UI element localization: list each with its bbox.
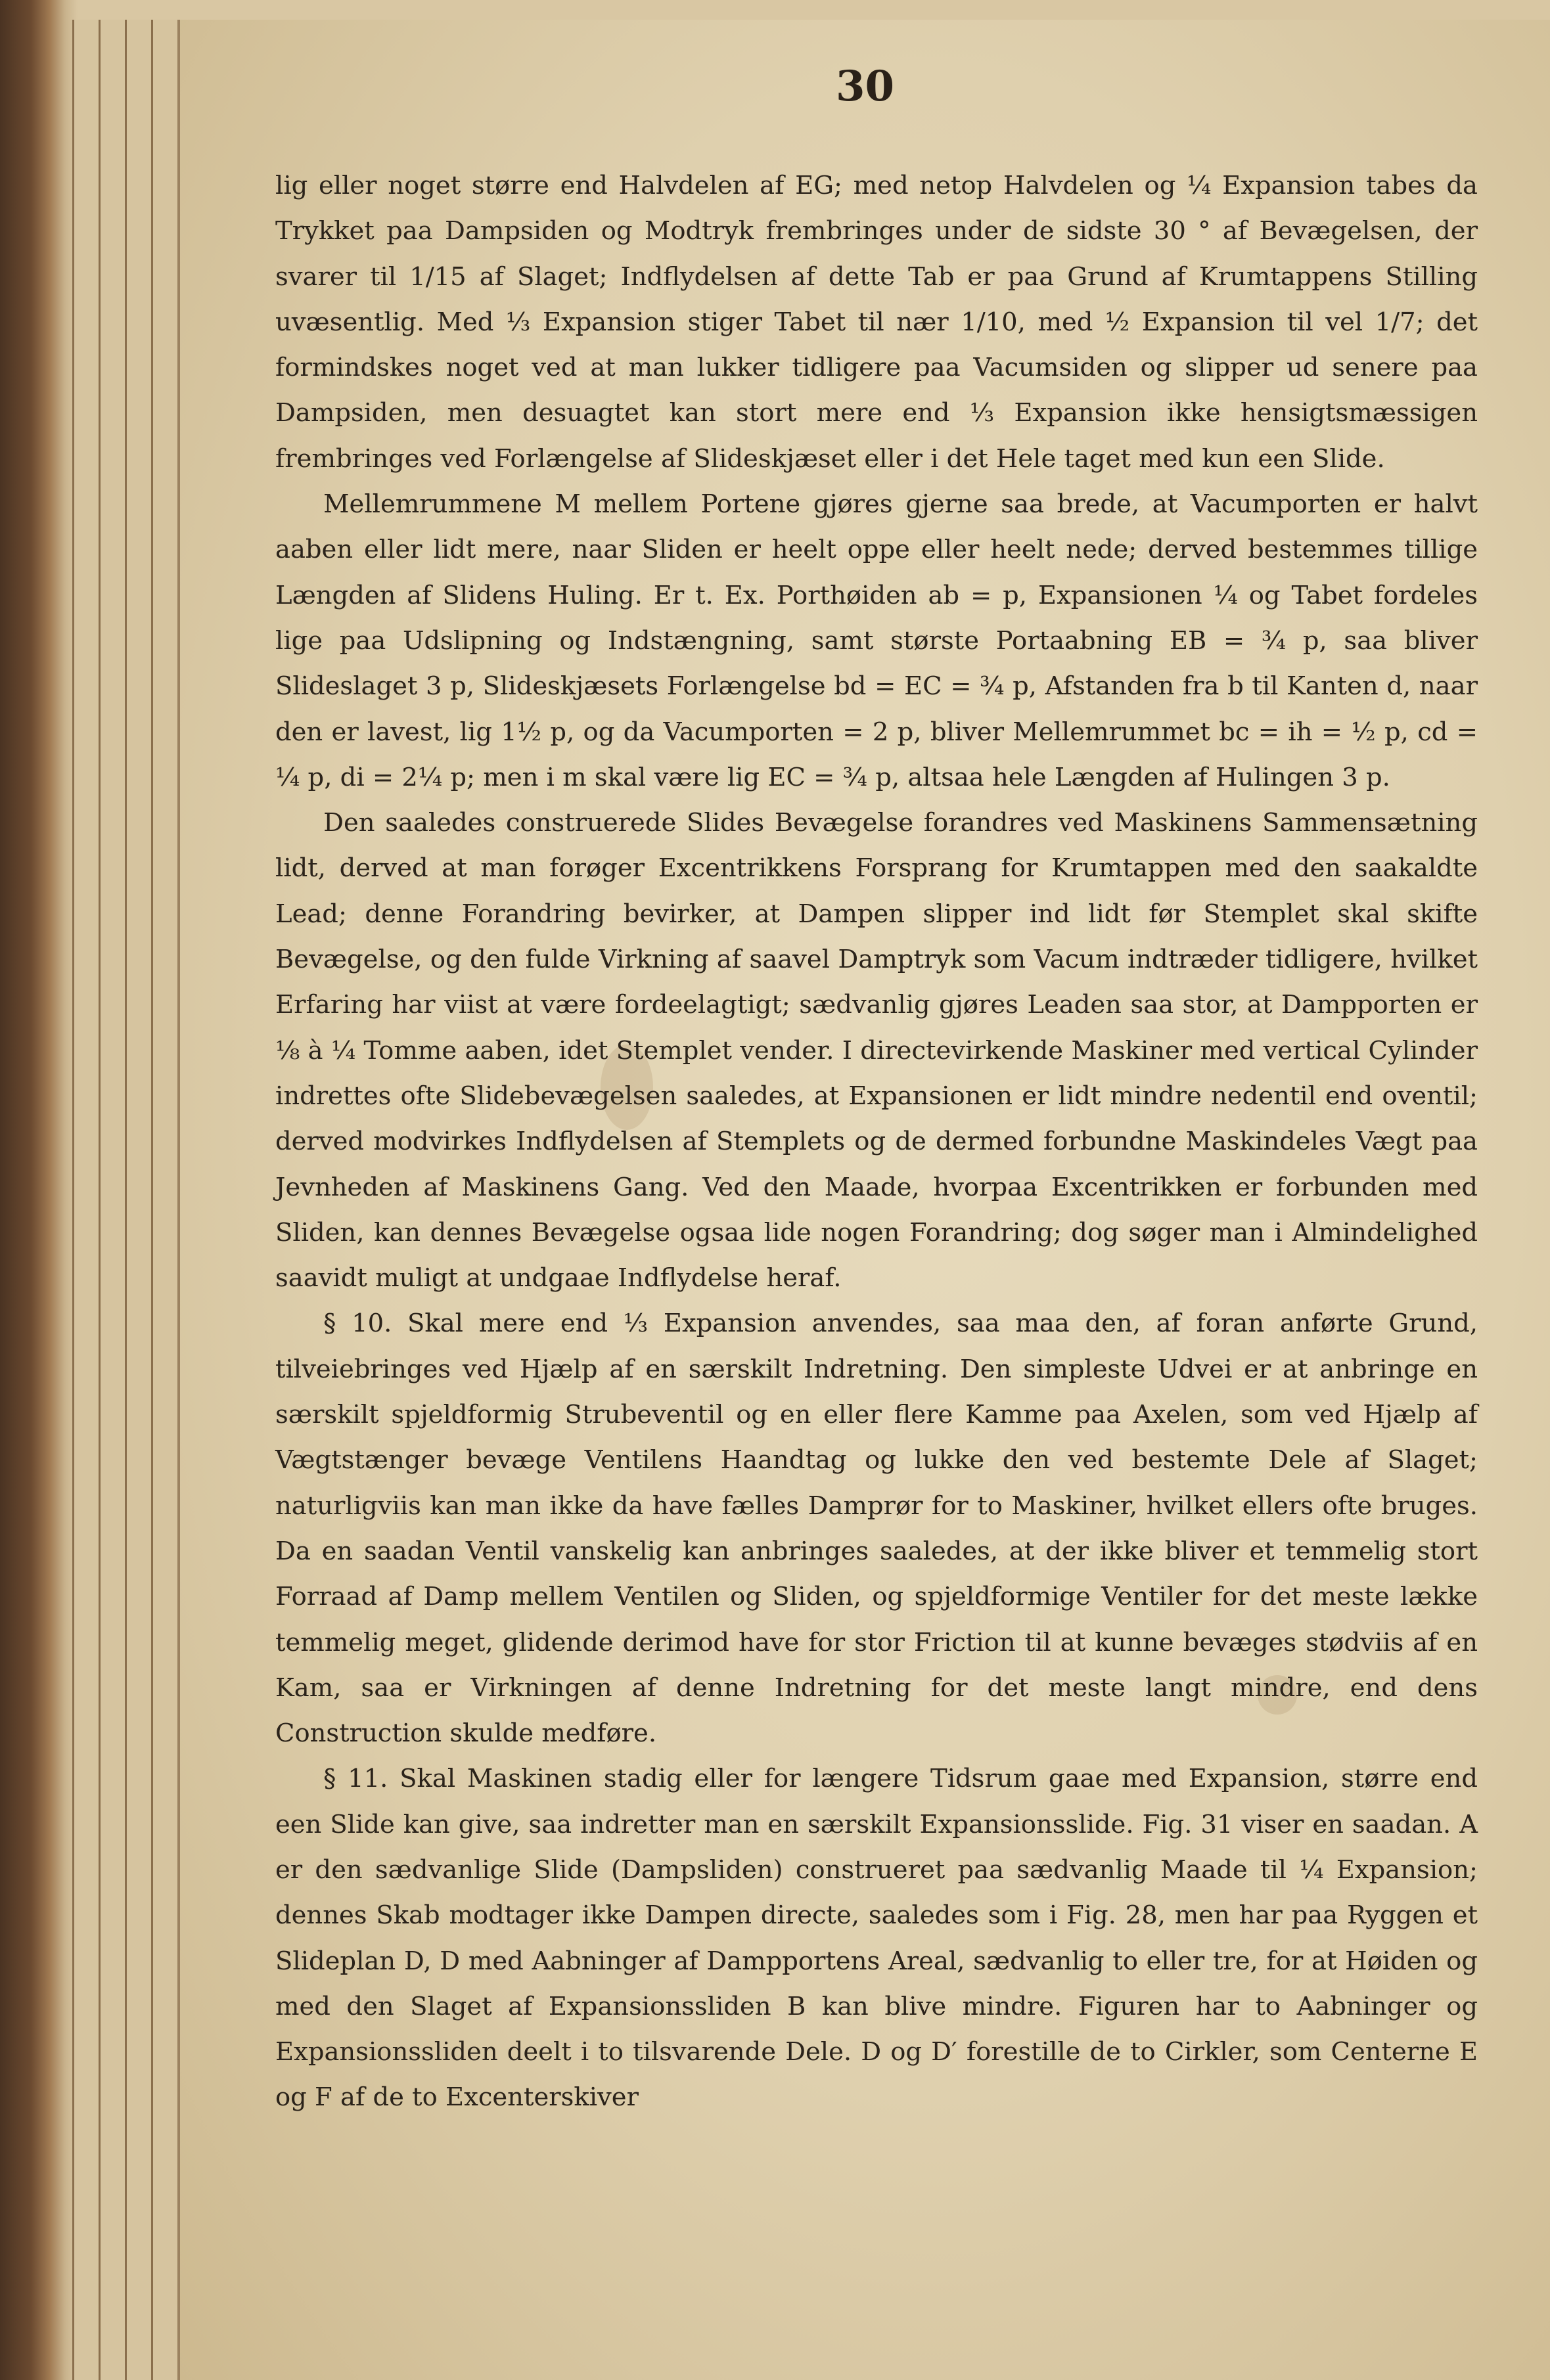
paragraph-section-10: § 10. Skal mere end ⅓ Expansion anvendes, saa maa den, af foran anførte Grund, tilveiebringes ved Hjælp af en særskilt Indretning. Den simpleste Udvei er at anbringe en særskilt spjeldformig Strubeventil og en eller flere Kamme paa Axelen, som ved Hjælp af Vægtstænger bevæge Ventilens Haandtag og lukke den ved bestemte Dele af Slaget; naturligviis kan man ikke da have fælles Damprør for to Maskiner, hvilket ellers ofte bruges. Da en saadan Ventil vanskelig kan anbringes saaledes, at der ikke bliver et temmelig stort Forraad af Damp mellem Ventilen og Sliden, og spjeldformige Ventiler for det meste lække temmelig meget, glidende derimod have for stor Friction til at kunne bevæges stødviis af en Kam, saa er Virkningen af denne Indretning for det meste langt mindre, end dens Construction skulde medføre. [275,1309,1478,1749]
body-text [275,163,1478,2121]
page-edge [125,20,153,2380]
page-edge [151,20,179,2380]
page-edge [72,20,101,2380]
page-sheet [177,20,1550,2380]
paragraph: Den saaledes construerede Slides Bevægelse forandres ved Maskinens Sammensætning lidt, derved at man forøger Excentrikkens Forsprang for Krumtappen med den saakaldte Lead; denne Forandring bevirker, at Dampen slipper ind lidt før Stemplet skal skifte Bevægelse, og den fulde Virkning af saavel Damptryk som Vacum indtræder tidligere, hvilket Erfaring har viist at være fordeelagtigt; sædvanlig gjøres Leaden saa stor, at Dampporten er ⅛ à ¼ Tomme aaben, idet Stemplet vender. I directevirkende Maskiner med vertical Cylinder indrettes ofte Slidebevægelsen saaledes, at Expansionen er lidt mindre nedentil end oventil; derved modvirkes Indflydelsen af Stemplets og de dermed forbundne Maskindeles Vægt paa Jevnheden af Maskinens Gang. Ved den Maade, hvorpaa Excentrikken er forbunden med Sliden, kan dennes Bevægelse ogsaa lide nogen Forandring; dog søger man i Almindelighed saavidt muligt at undgaae Indflydelse heraf. [275,808,1478,1293]
page-number: 30 [835,62,895,111]
paragraph: lig eller noget større end Halvdelen af EG; med netop Halvdelen og ¼ Expansion tabes da Trykket paa Dampsiden og Modtryk frembringes under de sidste 30 ° af Bevægelsen, der svarer til 1/15 af Slaget; Indflydelsen af dette Tab er paa Grund af Krumtappens Stilling uvæsentlig. Med ⅓ Expansion stiger Tabet til nær 1/10, med ½ Expansion til vel 1/7; det formindskes noget ved at man lukker tidligere paa Vacumsiden og slipper ud senere paa Dampsiden, men desuagtet kan stort mere end ⅓ Expansion ikke hensigtsmæssigen frembringes ved Forlængelse af Slideskjæset eller i det Hele taget med kun een Slide. [275,171,1478,474]
paragraph-section-11: § 11. Skal Maskinen stadig eller for længere Tidsrum gaae med Expansion, større end een Slide kan give, saa indretter man en særskilt Expansionsslide. Fig. 31 viser en saadan. A er den sædvanlige Slide (Dampsliden) construeret paa sædvanlig Maade til ¼ Expansion; dennes Skab modtager ikke Dampen directe, saaledes som i Fig. 28, men har paa Ryggen et Slideplan D, D med Aabninger af Dampportens Areal, sædvanlig to eller tre, for at Høiden og med den Slaget af Expansionssliden B kan blive mindre. Figuren har to Aabninger og Expansionssliden deelt i to tilsvarende Dele. D og D′ forestille de to Cirkler, som Centerne E og F af de to Excenterskiver [275,1764,1478,2113]
paragraph: Mellemrummene M mellem Portene gjøres gjerne saa brede, at Vacumporten er halvt aaben eller lidt mere, naar Sliden er heelt oppe eller heelt nede; derved bestemmes tillige Længden af Slidens Huling. Er t. Ex. Porthøiden ab = p, Expansionen ¼ og Tabet fordeles lige paa Udslipning og Indstængning, samt største Portaabning EB = ¾ p, saa bliver Slideslaget 3 p, Slideskjæsets Forlængelse bd = EC = ¾ p, Afstanden fra b til Kanten d, naar den er lavest, lig 1½ p, og da Vacumporten = 2 p, bliver Mellemrummet bc = ih = ½ p, cd = ¼ p, di = 2¼ p; men i m skal være lig EC = ¾ p, altsaa hele Længden af Hulingen 3 p. [275,489,1478,792]
page-edge [99,20,127,2380]
